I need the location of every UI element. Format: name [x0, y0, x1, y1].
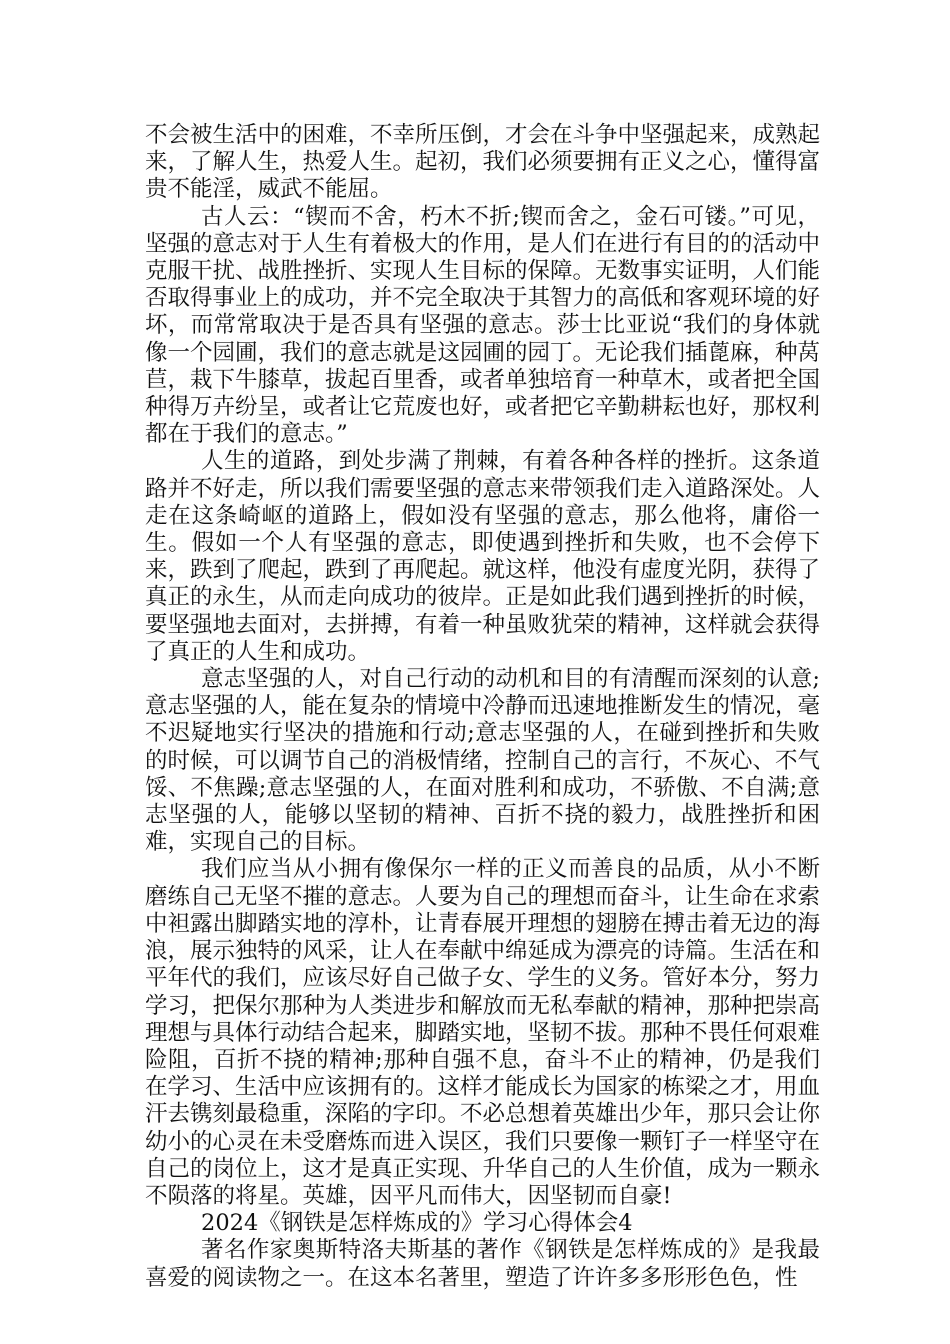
document-page — [145, 122, 820, 1292]
paragraph-6: 著名作家奥斯特洛夫斯基的著作《钢铁是怎样炼成的》是我最喜爱的阅读物之一。在这本名著里，塑造了许许多多形形色色，性 — [145, 1237, 820, 1291]
paragraph-1: 不会被生活中的困难，不幸所压倒，才会在斗争中坚强起来，成熟起来，了解人生，热爱人生。起初，我们必须要拥有正义之心，懂得富贵不能淫，威武不能屈。 — [145, 122, 821, 203]
paragraph-5: 我们应当从小拥有像保尔一样的正义而善良的品质，从小不断磨练自己无坚不摧的意志。人要为自己的理想而奋斗，让生命在求索中袒露出脚踏实地的淳朴，让青春展开理想的翅膀在搏击着无边的海浪，展示独特的风采，让人在奉献中绵延成为漂亮的诗篇。生活在和平年代的我们，应该尽好自己做子女、学生的义务。管好本分，努力学习，把保尔那种为人类进步和解放而无私奉献的精神，那种把崇高理想与具体行动结合起来，脚踏实地，坚韧不拔。那种不畏任何艰难险阻，百折不挠的精神;那种自强不息，奋斗不止的精神，仍是我们在学习、生活中应该拥有的。这样才能成长为国家的栋梁之才，用血汗去镌刻最稳重，深陷的字印。不必总想着英雄出少年，那只会让你幼小的心灵在未受磨炼而进入误区，我们只要像一颗钉子一样坚守在自己的岗位上，这才是真正实现、升华自己的人生价值，成为一颗永不陨落的将星。英雄，因平凡而伟大，因坚韧而自豪! — [145, 856, 821, 1209]
paragraph-4: 意志坚强的人，对自己行动的动机和目的有清醒而深刻的认意;意志坚强的人，能在复杂的情境中冷静而迅速地推断发生的情况，毫不迟疑地实行坚决的措施和行动;意志坚强的人，在碰到挫折和失败的时候，可以调节自己的消极情绪，控制自己的言行，不灰心、不气馁、不焦躁;意志坚强的人，在面对胜利和成功，不骄傲、不自满;意志坚强的人，能够以坚韧的精神、百折不挠的毅力，战胜挫折和困难，实现自己的目标。 — [145, 666, 821, 856]
paragraph-3: 人生的道路，到处步满了荆棘，有着各种各样的挫折。这条道路并不好走，所以我们需要坚强的意志来带领我们走入道路深处。人走在这条崎岖的道路上，假如没有坚强的意志，那么他将，庸俗一生。假如一个人有坚强的意志，即使遇到挫折和失败，也不会停下来，跌到了爬起，跌到了再爬起。就这样，他没有虚度光阴，获得了真正的永生，从而走向成功的彼岸。正是如此我们遇到挫折的时候，要坚强地去面对，去拼搏，有着一种虽败犹荣的精神，这样就会获得了真正的人生和成功。 — [145, 448, 821, 665]
paragraph-2: 古人云：“锲而不舍，朽木不折;锲而舍之，金石可镂。”可见，坚强的意志对于人生有着极大的作用，是人们在进行有目的的活动中克服干扰、战胜挫折、实现人生目标的保障。无数事实证明，人们能否取得事业上的成功，并不完全取决于其智力的高低和客观环境的好坏，而常常取决于是否具有坚强的意志。莎士比亚说“我们的身体就像一个园圃，我们的意志就是这园圃的园丁。无论我们插蓖麻，种莴苣，栽下牛膝草，拔起百里香，或者单独培育一种草木，或者把全国种得万卉纷呈，或者让它荒废也好，或者把它辛勤耕耘也好，那权利都在于我们的意志。” — [145, 203, 821, 448]
section-heading: 2024《钢铁是怎样炼成的》学习心得体会4 — [201, 1210, 633, 1237]
